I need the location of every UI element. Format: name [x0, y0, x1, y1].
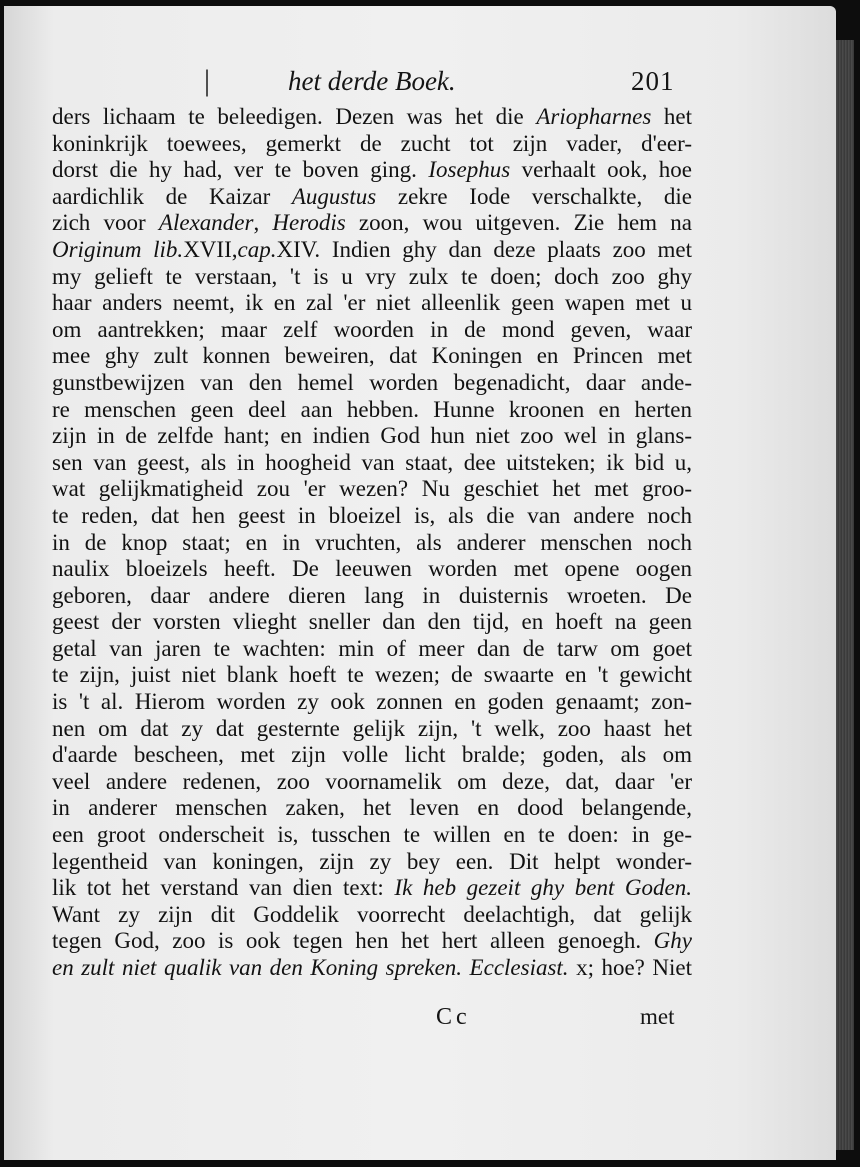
text-line — [52, 104, 692, 131]
text-run: geboren, daar andere dieren lang in duisternis wroeten. De — [52, 582, 692, 608]
running-head: het derde Boek. — [288, 66, 456, 96]
text-run: aardichlik de Kaizar — [52, 183, 292, 209]
text-line — [52, 237, 692, 264]
text-run: koninkrijk toewees, gemerkt de zucht tot zijn vader, d'eer- — [52, 130, 692, 156]
text-run: legentheid van koningen, zijn zy bey een. Dit helpt wonder- — [52, 848, 692, 874]
text-line — [52, 317, 692, 344]
text-line — [52, 370, 692, 397]
text-line — [52, 583, 692, 610]
italic-run: Ghy — [653, 928, 692, 954]
text-line — [52, 875, 692, 902]
italic-run: Ariopharnes — [536, 104, 652, 129]
text-line — [52, 716, 692, 743]
text-run: x; hoe? Niet — [568, 955, 692, 980]
text-line — [52, 450, 692, 477]
text-run: een groot onderscheit is, tusschen te willen en te doen: in ge- — [52, 822, 692, 848]
text-line — [52, 131, 692, 158]
text-line — [52, 210, 692, 237]
text-run: d'aarde bescheen, met zijn volle licht bralde; goden, als om — [52, 742, 692, 768]
text-line — [52, 290, 692, 317]
text-line — [52, 769, 692, 796]
italic-run: cap. — [237, 236, 277, 262]
text-line — [52, 530, 692, 557]
text-run: in de knop staat; en in vruchten, als anderer menschen noch — [52, 529, 692, 555]
text-line — [52, 556, 692, 583]
text-run: Want zy zijn dit Goddelik voorrecht deelachtigh, dat gelijk — [52, 901, 692, 927]
catchword: met — [640, 1004, 675, 1029]
text-run: sen van geest, als in hoogheid van staat, dee uitsteken; ik bid u, — [52, 449, 692, 475]
text-line — [52, 955, 692, 982]
text-line — [52, 397, 692, 424]
italic-run: Originum lib. — [52, 236, 184, 262]
margin-mark: | — [204, 64, 211, 97]
italic-run: en zult niet qualik van den Koning spreken. Ecclesiast. — [52, 955, 569, 980]
text-run: lik tot het verstand van dien text: — [52, 875, 395, 901]
text-run: tegen God, zoo is ook tegen hen het hert alleen genoegh. — [52, 928, 654, 954]
text-run: is 't al. Hierom worden zy ook zonnen en goden genaamt; zon- — [52, 689, 692, 715]
text-run: , — [253, 210, 273, 236]
text-line — [52, 689, 692, 716]
text-line — [52, 849, 692, 876]
text-run: my gelieft te verstaan, 't is u vry zulx te doen; doch zoo ghy — [52, 263, 692, 289]
text-run: gunstbewijzen van den hemel worden begenadicht, daar ande- — [52, 369, 692, 395]
text-run: naulix bloeizels heeft. De leeuwen worden met opene oogen — [52, 556, 692, 582]
text-run: getal van jaren te wachten: min of meer dan de tarw om goet — [52, 635, 692, 661]
page-header — [4, 64, 836, 100]
text-line — [52, 423, 692, 450]
text-line — [52, 662, 692, 689]
text-run: zekre Iode verschalkte, die — [376, 183, 692, 209]
text-line — [52, 184, 692, 211]
text-run: verhaalt ook, hoe — [510, 157, 692, 183]
text-run: zoon, wou uitgeven. Zie hem na — [345, 210, 693, 236]
text-run: geest der vorsten vlieght sneller dan den tijd, en hoeft na geen — [52, 609, 692, 635]
text-line — [52, 795, 692, 822]
page-footer — [4, 1004, 836, 1034]
text-line — [52, 609, 692, 636]
text-run: om aantrekken; maar zelf woorden in de mond geven, waar — [52, 316, 692, 342]
text-run: re menschen geen deel aan hebben. Hunne kroonen en herten — [52, 396, 692, 422]
text-run: XIV. Indien ghy dan deze plaats zoo met — [276, 236, 692, 262]
italic-run: Alexander — [158, 210, 254, 236]
text-run: haar anders neemt, ik en zal 'er niet alleenlik geen wapen met u — [52, 290, 692, 316]
text-line — [52, 822, 692, 849]
text-run: XVII, — [183, 236, 238, 262]
text-run: zijn in de zelfde hant; en indien God hun niet zoo wel in glans- — [52, 423, 692, 449]
text-run: ders lichaam te beleedigen. Dezen was het die — [52, 104, 537, 129]
italic-run: Augustus — [291, 183, 377, 209]
body-text — [52, 104, 692, 982]
text-line — [52, 157, 692, 184]
text-line — [52, 902, 692, 929]
text-line — [52, 343, 692, 370]
text-run: in anderer menschen zaken, het leven en dood belangende, — [52, 795, 692, 821]
text-line — [52, 476, 692, 503]
page-number: 201 — [631, 66, 675, 96]
text-line — [52, 928, 692, 955]
signature-mark: Cc — [436, 1004, 471, 1030]
text-run: dorst die hy had, ver te boven ging. — [52, 157, 429, 183]
text-run: wat gelijkmatigheid zou 'er wezen? Nu geschiet het met groo- — [52, 476, 692, 502]
italic-run: Herodis — [272, 210, 346, 236]
text-run: zich voor — [52, 210, 159, 236]
text-line — [52, 636, 692, 663]
text-run: te reden, dat hen geest in bloeizel is, als die van andere noch — [52, 502, 692, 528]
text-line — [52, 503, 692, 530]
text-run: veel andere redenen, zoo voornamelik om deze, dat, daar 'er — [52, 768, 692, 794]
text-run: te zijn, juist niet blank hoeft te wezen; de swaarte en 't gewicht — [52, 662, 692, 688]
italic-run: Iosephus — [428, 157, 511, 183]
text-run: mee ghy zult konnen beweiren, dat Koningen en Princen met — [52, 343, 692, 369]
text-line — [52, 742, 692, 769]
book-page — [4, 6, 836, 1160]
text-run: het — [651, 104, 692, 129]
text-line — [52, 264, 692, 291]
text-run: nen om dat zy dat gesternte gelijk zijn, 't welk, zoo haast het — [52, 715, 692, 741]
italic-run: Ik heb gezeit ghy bent Goden. — [394, 875, 692, 901]
page-edges — [836, 40, 854, 1150]
